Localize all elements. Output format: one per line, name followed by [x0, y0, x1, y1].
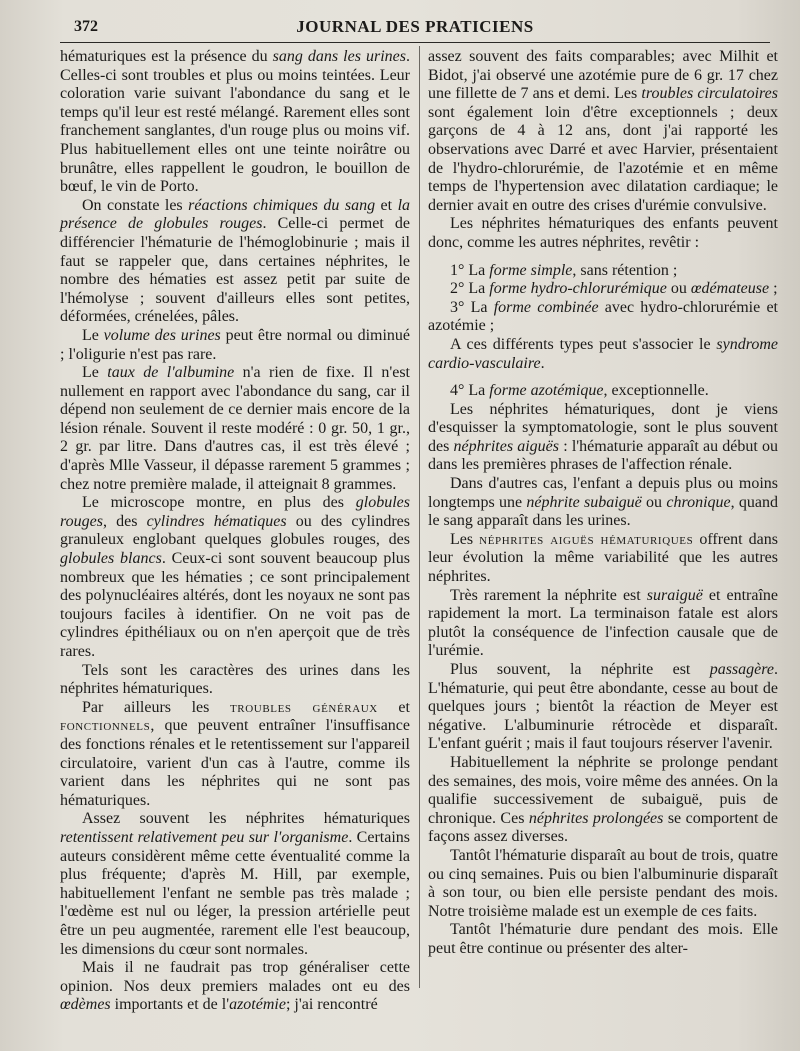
italic-text: forme azotémique [489, 382, 604, 400]
italic-text: la présence de globules rouges [60, 196, 411, 233]
text-run: Assez souvent les néphrites hématuriques [82, 810, 410, 828]
text-run: 2° La [450, 280, 490, 298]
running-header [60, 16, 770, 43]
text-run: Tantôt l'hématurie disparaît au bout de trois, quatre ou cinq semaines. Puis ou bien l'albuminurie disparaît à son tour, ou bien elle persiste pendant des mois. Notre troisième malade est un exemple de ces faits. [428, 846, 778, 920]
paragraph [60, 494, 410, 661]
paragraph [428, 754, 778, 847]
text-run: ou des cylindres granuleux englobant quelques globules rouges, des [60, 512, 410, 549]
text-run: . Celles-ci sont troubles et plus ou moins teintées. Leur coloration varie suivant l'abondance du sang et le temps qu'il leur est resté mélangé. Rarement elles sont franchement sanglantes, d'un rouge plus ou moins vif. Plus habituellement elles ont une teinte noirâtre ou brunâtre, elles rappellent le goudron, le bouillon de bœuf, le vin de Porto. [60, 48, 410, 196]
italic-text: globules rouges [60, 494, 410, 530]
paragraph [428, 587, 778, 661]
paragraph [428, 280, 778, 299]
text-run: offrent dans leur évolution la même variabilité que les autres néphrites. [428, 530, 778, 586]
italic-text: néphrites aiguës [453, 437, 560, 455]
text-run: , exceptionnelle. [603, 382, 709, 400]
text-run: , des [102, 512, 147, 530]
left-text-column [60, 48, 411, 1014]
paragraph [428, 215, 778, 252]
text-run: se comportent de façons assez diverses. [428, 809, 779, 846]
text-run: n'a rien de fixe. Il n'est nullement en rapport avec l'abondance du sang, car il dépend non seulement de ce dernier mais encore de la lésion rénale. Souvent il reste modéré : 0 gr. 50, 1 gr., 2 gr. par litre. Dans d'autres cas, il est très élevé ; d'après Mlle Vasseur, il dépasse rarement 5 grammes ; chez notre première malade, il atteignait 8 grammes. [60, 364, 410, 493]
paragraph [60, 364, 410, 494]
text-run: 3° La [450, 298, 494, 316]
text-run: Le [82, 326, 104, 344]
text-run: sont également loin d'être exceptionnels ; deux garçons de 4 à 12 ans, dont j'ai rapporté les observations avec Darré et avec Harvier, présentaient de l'hydro-chlorurémie, de l'azotémie et en même temps de l'hypertension avec dilatation cardiaque; le dernier avait en outre des crises d'urémie convulsive. [428, 103, 778, 214]
italic-text: troubles circulatoires [641, 85, 778, 103]
paragraph [428, 531, 778, 587]
italic-text: azotémie [229, 996, 286, 1014]
paragraph [428, 48, 778, 215]
italic-text: retentissent relativement peu sur l'organisme [60, 828, 349, 846]
italic-text: cylindres hématiques [146, 512, 287, 530]
italic-text: forme combinée [493, 298, 599, 316]
italic-text: passagère [709, 661, 774, 678]
text-run: hématuriques est la présence du [60, 48, 273, 65]
text-run: et [377, 698, 410, 716]
text-run: . [540, 354, 545, 372]
paragraph [428, 475, 778, 531]
text-run: et [375, 196, 398, 214]
italic-text: néphrite subaiguë [526, 493, 642, 511]
text-run: . Certains auteurs considèrent même cette éventualité comme la plus fréquente; d'après M. Hill, par exemple, habituellement l'enfant ne semble pas très malade ; l'œdème est nul ou léger, la pression artérielle peut être un peu augmentée, rarement elle l'est beaucoup, les dimensions du cœur sont normales. [60, 828, 410, 958]
paragraph [60, 48, 410, 197]
paragraph [60, 959, 410, 1015]
text-run: Le [82, 364, 108, 382]
paragraph [60, 197, 410, 327]
text-run: avec hydro-chlorurémie et azotémie ; [428, 298, 778, 335]
right-text-column [428, 48, 778, 998]
paragraph [60, 327, 410, 364]
small-caps-text: néphrites aiguës hématuriques [479, 531, 694, 548]
text-run: : l'hématurie apparaît au début ou dans les premières phrases de l'affection rénale. [428, 437, 778, 474]
text-run: Les [450, 530, 480, 548]
paragraph [428, 661, 778, 754]
text-run: A ces différents types peut s'associer le [450, 335, 717, 353]
text-run: Le microscope montre, en plus des [82, 494, 356, 512]
italic-text: suraiguë [646, 586, 703, 604]
paragraph [428, 336, 778, 373]
italic-text: globules blancs [60, 550, 162, 568]
paragraph [428, 401, 778, 475]
column-divider [419, 46, 420, 988]
italic-text: taux de l'albumine [107, 364, 235, 382]
text-run: Les néphrites hématuriques des enfants peuvent donc, comme les autres néphrites, revêtir : [428, 215, 778, 251]
text-run: Plus souvent, la néphrite est [450, 661, 710, 678]
italic-text: réactions chimiques du sang [188, 196, 376, 214]
text-run: peut être normal ou diminué ; l'oligurie n'est pas rare. [60, 326, 411, 363]
text-run: ; j'ai rencontré [285, 996, 378, 1014]
italic-text: syndrome cardio-vasculaire [428, 335, 778, 372]
text-run: Les néphrites hématuriques, dont je viens d'esquisser la symptomatologie, sont le plus souvent des [428, 400, 778, 455]
paragraph [428, 262, 778, 281]
text-run: assez souvent des faits comparables; avec Milhit et Bidot, j'ai observé une azotémie pure de 6 gr. 17 chez une fillette de 7 ans et demi. Les [428, 48, 778, 103]
journal-title: JOURNAL DES PRATICIENS [296, 17, 534, 36]
text-run: , sans rétention ; [572, 261, 678, 279]
text-run: , quand le sang apparaît dans les urines. [428, 493, 779, 530]
text-run: 4° La [450, 382, 490, 400]
text-run: Dans d'autres cas, l'enfant a depuis plus ou moins longtemps une [428, 475, 778, 511]
page-number: 372 [74, 18, 98, 35]
text-run: ou [666, 280, 691, 298]
text-run: Par ailleurs les [82, 698, 230, 716]
italic-text: chronique [666, 493, 731, 511]
text-run: . Ceux-ci sont souvent beaucoup plus nombreux que les hématies ; ce sont principalement des polynucléaires altérés, dont les noyaux ne sont pas toujours faciles à identifier. On ne voit pas de cylindres épithéliaux ou on n'en aperçoit que de très rares. [60, 550, 410, 660]
text-run: 1° La [450, 261, 490, 279]
paragraph [60, 699, 410, 811]
italic-text: forme hydro-chlorurémique [489, 280, 667, 298]
italic-text: forme simple [489, 261, 573, 279]
text-run: Tantôt l'hématurie dure pendant des mois. Elle peut être continue ou présenter des alter- [428, 921, 778, 957]
text-run: Habituellement la néphrite se prolonge pendant des semaines, des mois, voire même des années. On la qualifie successivement de subaiguë, puis de chronique. Ces [428, 753, 778, 827]
paragraph [60, 810, 410, 959]
paragraph [428, 847, 778, 921]
text-run: . Celle-ci permet de différencier l'hématurie de l'hémoglobinurie ; mais il faut se rappeler que, dans certaines néphrites, le nombre des hématies est assez petit par suite de l'hémolyse ; souvent d'ailleurs elles sont petites, déformées, crénelées, pâles. [60, 215, 410, 326]
italic-text: sang dans les urines [272, 48, 406, 65]
small-caps-text: troubles généraux [229, 699, 378, 716]
paragraph [428, 299, 778, 336]
text-run: ; [769, 280, 778, 298]
text-run: . L'hématurie, qui peut être abondante, cesse au bout de quelques jours ; bientôt la réaction de Meyer est négative. L'albuminurie rétrocède et disparaît. L'enfant guérit ; mais il faut toujours réserver l'avenir. [428, 661, 778, 753]
text-run: On constate les [82, 196, 189, 214]
small-caps-text: fonctionnels [60, 718, 151, 735]
text-run: Tels sont les caractères des urines dans les néphrites hématuriques. [60, 661, 410, 698]
italic-text: néphrites prolongées [528, 809, 664, 827]
text-run: Très rarement la néphrite est [450, 586, 647, 604]
paragraph [428, 921, 778, 958]
text-run: , que peuvent entraîner l'insuffisance des fonctions rénales et le retentissement sur l'appareil circulatoire, varient d'un cas à l'autre, comme ils varient dans les néphrites qui ne sont pas hématuriques. [60, 717, 410, 809]
italic-text: volume des urines [103, 326, 221, 344]
paragraph [428, 382, 778, 401]
italic-text: œdémateuse [690, 280, 770, 298]
text-run: et entraîne rapidement la mort. La terminaison fatale est alors plutôt la conséquence de l'infection causale que de l'urémie. [428, 586, 778, 660]
paragraph [60, 662, 410, 699]
text-run: ou [641, 493, 667, 511]
italic-text: œdèmes [60, 996, 111, 1014]
text-run: Mais il ne faudrait pas trop généraliser cette opinion. Nos deux premiers malades ont eu des [60, 959, 410, 995]
text-run: importants et de l' [110, 996, 230, 1014]
